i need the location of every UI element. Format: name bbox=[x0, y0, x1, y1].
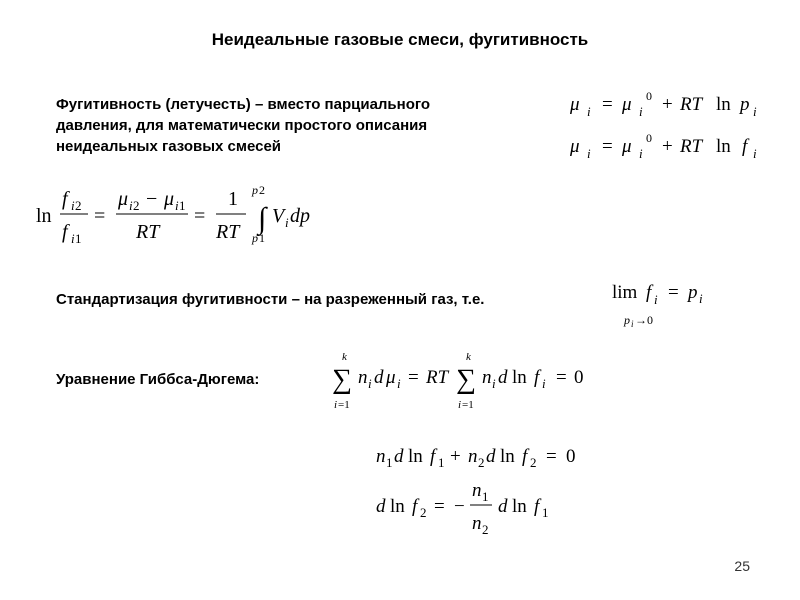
svg-text:ln: ln bbox=[716, 94, 731, 115]
svg-text:p: p bbox=[252, 183, 258, 197]
svg-text:=1: =1 bbox=[338, 399, 350, 411]
svg-text:=: = bbox=[408, 367, 419, 388]
svg-text:μ: μ bbox=[118, 188, 129, 210]
svg-text:d: d bbox=[374, 367, 384, 388]
gibbs-duhem-formula bbox=[328, 350, 598, 410]
svg-text:−: − bbox=[454, 496, 465, 517]
svg-text:dp: dp bbox=[290, 205, 310, 227]
svg-text:f: f bbox=[522, 446, 528, 467]
svg-text:=: = bbox=[602, 94, 613, 115]
svg-text:p: p bbox=[688, 282, 698, 303]
svg-text:n: n bbox=[358, 367, 368, 388]
svg-text:d: d bbox=[376, 496, 386, 517]
svg-text:n: n bbox=[376, 446, 386, 467]
svg-text:f: f bbox=[62, 188, 68, 210]
gibbs-duhem-label: Уравнение Гиббса-Дюгема: bbox=[56, 371, 260, 388]
svg-text:=: = bbox=[668, 282, 679, 303]
svg-text:+: + bbox=[450, 446, 461, 467]
svg-text:RT: RT bbox=[680, 94, 703, 115]
svg-text:μ: μ bbox=[570, 136, 580, 157]
svg-text:1: 1 bbox=[438, 455, 445, 470]
svg-text:k: k bbox=[342, 351, 347, 363]
svg-text:i: i bbox=[175, 198, 179, 213]
binary-formula bbox=[374, 436, 604, 546]
svg-text:1: 1 bbox=[482, 489, 489, 504]
svg-text:RT: RT bbox=[426, 367, 449, 388]
svg-text:i: i bbox=[639, 104, 643, 119]
slide-title: Неидеальные газовые смеси, фугитивность bbox=[211, 30, 589, 49]
svg-text:f: f bbox=[430, 446, 436, 467]
svg-text:i: i bbox=[587, 146, 591, 161]
svg-text:i: i bbox=[285, 215, 289, 230]
svg-text:2: 2 bbox=[420, 505, 427, 520]
svg-text:0: 0 bbox=[646, 131, 652, 145]
svg-text:2: 2 bbox=[478, 455, 485, 470]
svg-text:∑: ∑ bbox=[332, 364, 352, 395]
fugacity-definition bbox=[56, 94, 526, 157]
svg-text:i: i bbox=[654, 292, 658, 307]
svg-text:i: i bbox=[368, 376, 372, 391]
svg-text:i: i bbox=[753, 104, 757, 119]
svg-text:μ: μ bbox=[386, 367, 396, 388]
svg-text:1: 1 bbox=[75, 231, 82, 246]
gibbs-duhem-equation bbox=[328, 350, 598, 416]
svg-text:ln: ln bbox=[512, 496, 527, 517]
svg-text:=: = bbox=[546, 446, 557, 467]
svg-text:i: i bbox=[631, 319, 634, 329]
svg-text:1: 1 bbox=[179, 198, 186, 213]
svg-text:=1: =1 bbox=[462, 399, 474, 411]
svg-text:0: 0 bbox=[646, 89, 652, 103]
svg-text:f: f bbox=[742, 136, 748, 157]
svg-text:V: V bbox=[272, 205, 285, 227]
svg-text:f: f bbox=[62, 221, 68, 243]
svg-text:i: i bbox=[71, 231, 75, 246]
svg-text:1: 1 bbox=[386, 455, 393, 470]
svg-text:0: 0 bbox=[566, 446, 576, 467]
svg-text:i: i bbox=[397, 376, 401, 391]
svg-text:∫: ∫ bbox=[258, 202, 267, 235]
svg-text:=: = bbox=[194, 205, 206, 227]
svg-text:ln: ln bbox=[512, 367, 527, 388]
chemical-potential-equations bbox=[560, 86, 780, 172]
limit-formula bbox=[612, 276, 732, 336]
limit-equation bbox=[612, 276, 732, 342]
svg-text:2: 2 bbox=[482, 522, 489, 537]
svg-text:p: p bbox=[252, 231, 258, 245]
svg-text:0: 0 bbox=[574, 367, 584, 388]
svg-text:μ: μ bbox=[622, 136, 632, 157]
svg-text:p: p bbox=[624, 313, 630, 327]
svg-text:1: 1 bbox=[259, 231, 265, 245]
svg-text:n: n bbox=[468, 446, 478, 467]
standardization-text: Стандартизация фугитивности – на разреженный газ, т.е. bbox=[56, 291, 485, 308]
fugacity-definition-line-2: давления, для математически простого описания bbox=[56, 117, 428, 134]
svg-text:=: = bbox=[434, 496, 445, 517]
svg-text:=: = bbox=[602, 136, 613, 157]
svg-text:2: 2 bbox=[75, 198, 82, 213]
svg-text:RT: RT bbox=[136, 221, 160, 243]
svg-text:d: d bbox=[498, 367, 508, 388]
svg-text:i: i bbox=[129, 198, 133, 213]
svg-text:ln: ln bbox=[716, 136, 731, 157]
svg-text:RT: RT bbox=[216, 221, 240, 243]
svg-text:=: = bbox=[556, 367, 567, 388]
svg-text:μ: μ bbox=[622, 94, 632, 115]
svg-text:i: i bbox=[639, 146, 643, 161]
svg-text:p: p bbox=[740, 94, 750, 115]
fugacity-definition-line-1: Фугитивность (летучесть) – вместо парциального bbox=[56, 96, 431, 113]
svg-text:i: i bbox=[71, 198, 75, 213]
svg-text:μ: μ bbox=[164, 188, 175, 210]
chemical-potential-formula bbox=[560, 86, 780, 166]
svg-text:μ: μ bbox=[570, 94, 580, 115]
svg-text:f: f bbox=[534, 496, 540, 517]
fugacity-ratio-equation bbox=[36, 180, 336, 256]
svg-text:+: + bbox=[662, 136, 673, 157]
page-number: 25 bbox=[734, 558, 750, 574]
fugacity-definition-line-3: неидеальных газовых смесей bbox=[56, 138, 282, 155]
svg-text:ln: ln bbox=[500, 446, 515, 467]
svg-text:2: 2 bbox=[133, 198, 140, 213]
svg-text:i: i bbox=[458, 399, 462, 411]
svg-text:1: 1 bbox=[228, 188, 238, 210]
svg-text:n: n bbox=[482, 367, 492, 388]
svg-text:i: i bbox=[334, 399, 338, 411]
svg-text:f: f bbox=[412, 496, 418, 517]
svg-text:−: − bbox=[146, 188, 158, 210]
svg-text:i: i bbox=[492, 376, 496, 391]
svg-text:f: f bbox=[646, 282, 652, 303]
svg-text:2: 2 bbox=[259, 183, 265, 197]
svg-text:d: d bbox=[394, 446, 404, 467]
svg-text:k: k bbox=[466, 351, 471, 363]
svg-text:ln: ln bbox=[36, 205, 52, 227]
svg-text:=: = bbox=[94, 205, 106, 227]
svg-text:n: n bbox=[472, 513, 482, 534]
svg-text:d: d bbox=[486, 446, 496, 467]
svg-text:2: 2 bbox=[530, 455, 537, 470]
binary-equations bbox=[374, 436, 604, 552]
svg-text:ln: ln bbox=[390, 496, 405, 517]
svg-text:d: d bbox=[498, 496, 508, 517]
svg-text:i: i bbox=[753, 146, 757, 161]
svg-text:→0: →0 bbox=[635, 313, 653, 327]
svg-text:RT: RT bbox=[680, 136, 703, 157]
fugacity-ratio-formula bbox=[36, 180, 336, 250]
svg-text:1: 1 bbox=[542, 505, 549, 520]
svg-text:ln: ln bbox=[408, 446, 423, 467]
svg-text:∑: ∑ bbox=[456, 364, 476, 395]
svg-text:lim: lim bbox=[612, 282, 638, 303]
svg-text:f: f bbox=[534, 367, 540, 388]
svg-text:i: i bbox=[699, 291, 703, 306]
svg-text:i: i bbox=[587, 104, 591, 119]
svg-text:n: n bbox=[472, 480, 482, 501]
svg-text:+: + bbox=[662, 94, 673, 115]
svg-text:i: i bbox=[542, 376, 546, 391]
